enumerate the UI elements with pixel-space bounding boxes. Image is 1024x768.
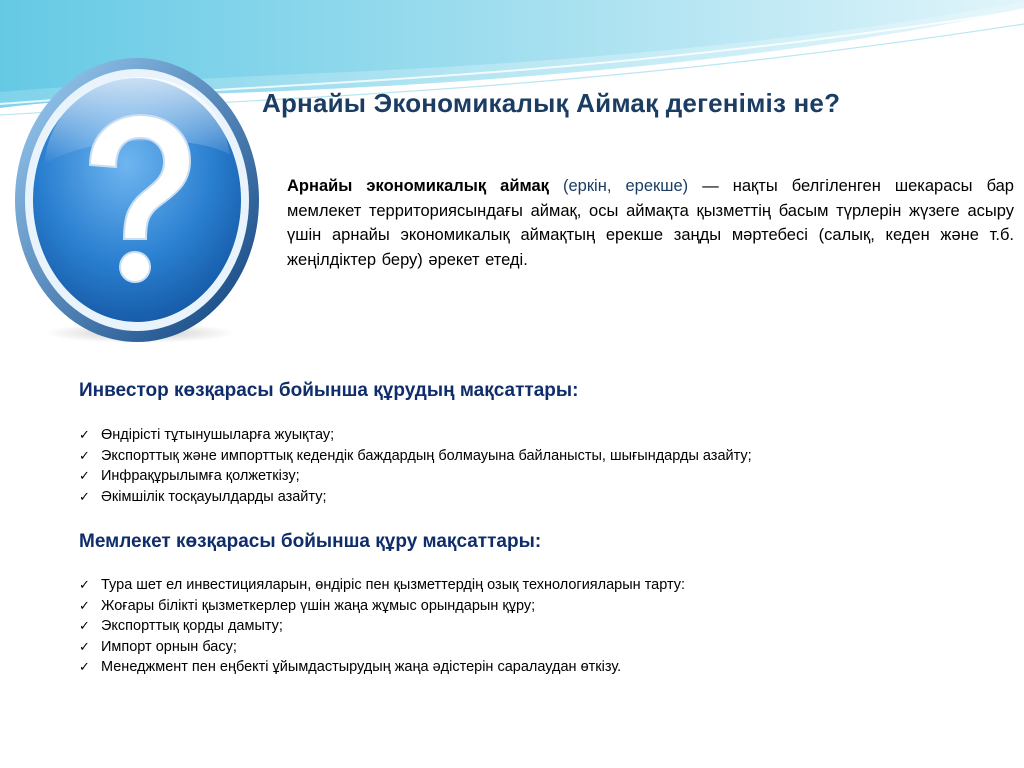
- list-item: [79, 596, 685, 617]
- investor-goals-heading: Инвестор көзқарасы бойынша құрудың мақсаттары:: [79, 380, 579, 401]
- checkmark-icon: ✓: [79, 597, 90, 613]
- state-goals-list: [79, 575, 685, 678]
- question-mark-icon: [10, 55, 265, 345]
- definition-paragraph: [287, 174, 1014, 272]
- slide-title: Арнайы Экономикалық Аймақ дегеніміз не?: [262, 88, 841, 118]
- list-item-text: Импорт орнын басу;: [101, 638, 237, 655]
- list-item: [79, 446, 752, 467]
- checkmark-icon: ✓: [79, 577, 90, 592]
- list-item: [79, 487, 752, 508]
- list-item: [79, 575, 685, 596]
- definition-parenthetical: (еркін, ерекше): [562, 177, 689, 195]
- checkmark-icon: ✓: [79, 488, 90, 504]
- definition-term: Арнайы экономикалық аймақ: [287, 177, 549, 195]
- list-item: [79, 616, 685, 637]
- list-item-text: Әкімшілік тосқауылдарды азайту;: [101, 488, 327, 505]
- list-item-text: Менеджмент пен еңбекті ұйымдастырудың жаңа әдістерін саралаудан өткізу.: [101, 659, 622, 675]
- checkmark-icon: ✓: [79, 447, 90, 463]
- list-item: [79, 466, 752, 487]
- list-item: [79, 637, 685, 658]
- checkmark-icon: ✓: [79, 468, 90, 483]
- checkmark-icon: ✓: [79, 659, 90, 674]
- list-item-text: Инфрақұрылымға қолжеткізу;: [101, 468, 300, 484]
- investor-goals-list: [79, 425, 752, 507]
- state-goals-heading: Мемлекет көзқарасы бойынша құру мақсаттары:: [79, 531, 542, 552]
- list-item-text: Тура шет ел инвестицияларын, өндіріс пен қызметтердің озық технологияларын тарту:: [101, 577, 686, 593]
- list-item: [79, 425, 752, 446]
- checkmark-icon: ✓: [79, 427, 90, 442]
- list-item-text: Экспорттық қорды дамыту;: [101, 618, 283, 634]
- checkmark-icon: ✓: [79, 638, 90, 654]
- list-item-text: Жоғары білікті қызметкерлер үшін жаңа жұмыс орындарын құру;: [101, 597, 536, 614]
- list-item: [79, 657, 685, 678]
- definition-body: — нақты белгіленген шекарасы бар мемлекет территориясындағы аймақ, осы аймақта қызметтің басым түрлерін жүзеге асыру үшін арнайы экономикалық аймақтың ерекше заңды мәртебесі (салық, кеден және т.б. жеңілдіктер беру) әрекет етеді.: [287, 177, 1014, 269]
- checkmark-icon: ✓: [79, 618, 90, 633]
- list-item-text: Өндірісті тұтынушыларға жуықтау;: [101, 427, 335, 443]
- list-item-text: Экспорттық және импорттық кедендік баждардың болмауына байланысты, шығындарды азайту;: [101, 447, 752, 464]
